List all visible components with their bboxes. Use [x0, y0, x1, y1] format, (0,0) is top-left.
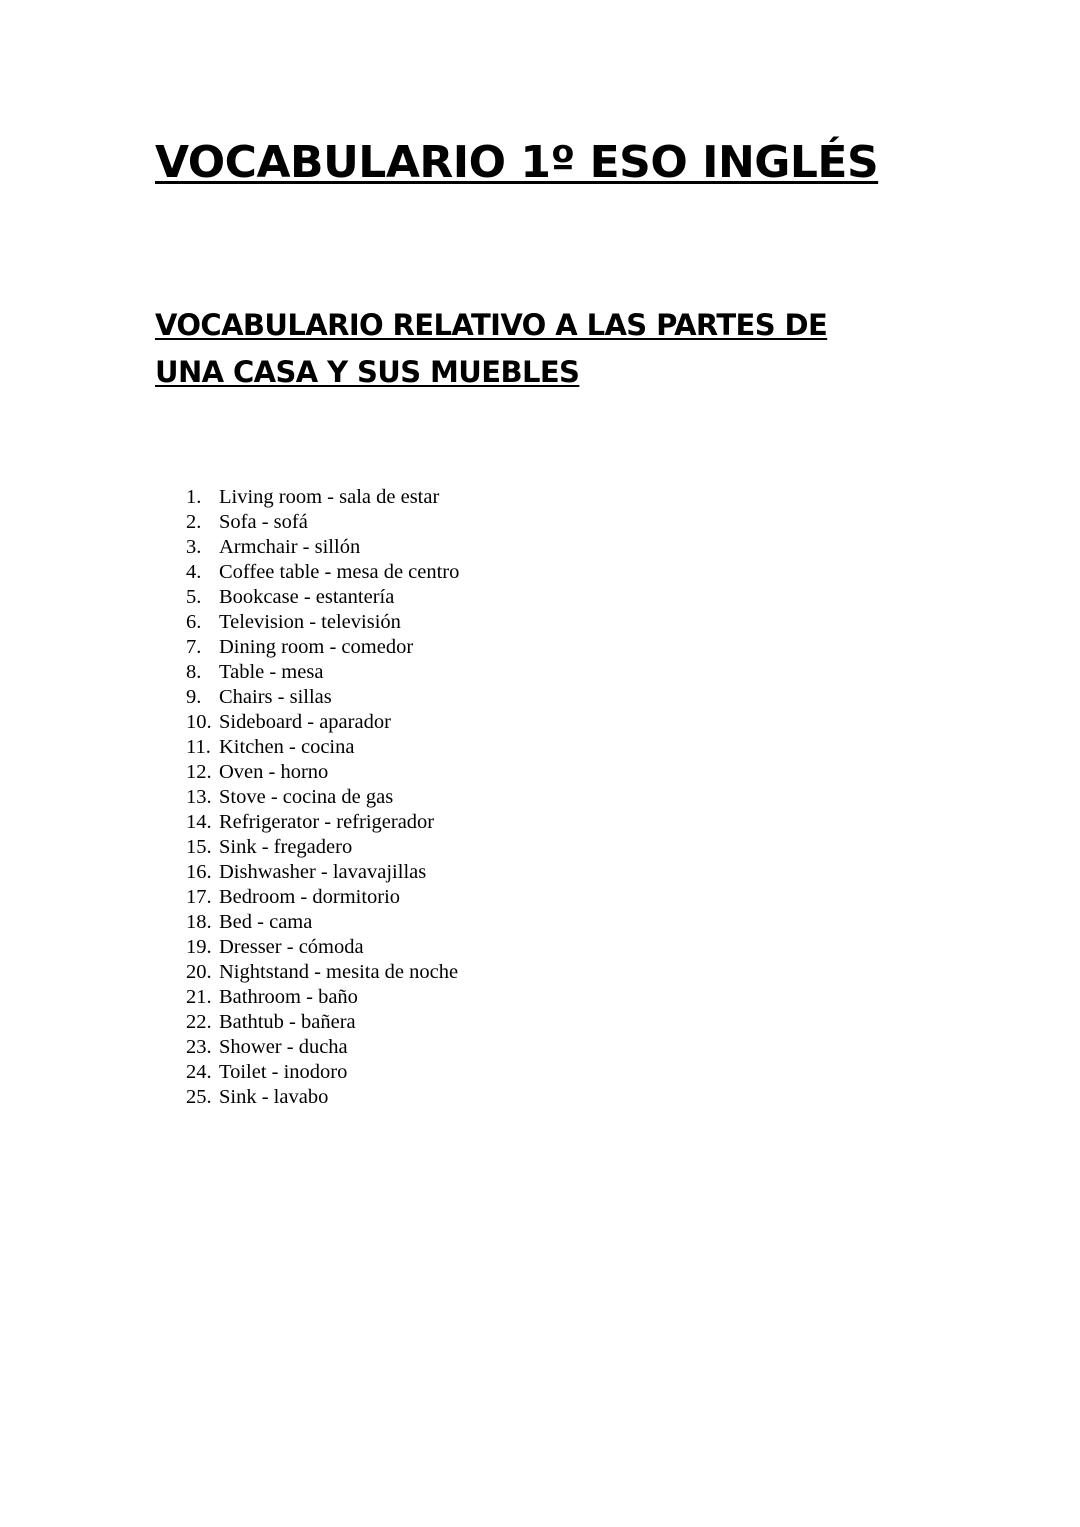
list-item-number: 3. — [186, 536, 202, 558]
list-item-number: 5. — [186, 586, 202, 608]
list-item — [186, 910, 459, 935]
list-item — [186, 760, 459, 785]
list-item — [186, 985, 459, 1010]
list-item — [186, 585, 459, 610]
list-item — [186, 1010, 459, 1035]
list-item-text: Armchair - sillón — [219, 536, 361, 558]
list-item-text: Shower - ducha — [219, 1036, 348, 1058]
list-item-number: 23. — [186, 1036, 212, 1058]
list-item-text: Stove - cocina de gas — [219, 786, 394, 808]
list-item-text: Bookcase - estantería — [219, 586, 395, 608]
list-item-text: Sideboard - aparador — [219, 711, 391, 733]
list-item-text: Dishwasher - lavavajillas — [219, 861, 427, 883]
list-item-text: Kitchen - cocina — [219, 736, 355, 758]
list-item — [186, 810, 459, 835]
list-item — [186, 510, 459, 535]
list-item — [186, 560, 459, 585]
list-item-text: Chairs - sillas — [219, 686, 332, 708]
list-item-text: Living room - sala de estar — [219, 486, 440, 508]
list-item — [186, 710, 459, 735]
list-item — [186, 960, 459, 985]
list-item-text: Sofa - sofá — [219, 511, 308, 533]
list-item-number: 15. — [186, 836, 212, 858]
list-item — [186, 1060, 459, 1085]
list-item — [186, 685, 459, 710]
list-item-number: 24. — [186, 1061, 212, 1083]
list-item-number: 25. — [186, 1086, 212, 1108]
list-item-text: Toilet - inodoro — [219, 1061, 348, 1083]
list-item — [186, 835, 459, 860]
list-item-text: Television - televisión — [219, 611, 401, 633]
list-item-text: Bed - cama — [219, 911, 313, 933]
list-item — [186, 535, 459, 560]
list-item-number: 17. — [186, 886, 212, 908]
list-item — [186, 785, 459, 810]
list-item-text: Bedroom - dormitorio — [219, 886, 401, 908]
list-item-number: 4. — [186, 561, 202, 583]
list-item-number: 7. — [186, 636, 202, 658]
list-item-number: 10. — [186, 711, 212, 733]
list-item — [186, 885, 459, 910]
list-item — [186, 635, 459, 660]
list-item-text: Dresser - cómoda — [219, 936, 364, 958]
list-item-number: 20. — [186, 961, 212, 983]
list-item-text: Sink - lavabo — [219, 1086, 329, 1108]
list-item-text: Sink - fregadero — [219, 836, 353, 858]
section-heading: VOCABULARIO RELATIVO A LAS PARTES DE UNA CASA Y SUS MUEBLES — [155, 308, 828, 389]
list-item — [186, 660, 459, 685]
list-item-number: 1. — [186, 486, 202, 508]
list-item-number: 16. — [186, 861, 212, 883]
page-title: VOCABULARIO 1º ESO INGLÉS — [155, 137, 879, 188]
list-item — [186, 610, 459, 635]
list-item-number: 11. — [186, 736, 211, 758]
list-item-number: 21. — [186, 986, 212, 1008]
list-item-text: Nightstand - mesita de noche — [219, 961, 459, 983]
list-item-number: 9. — [186, 686, 202, 708]
list-item-text: Coffee table - mesa de centro — [219, 561, 460, 583]
list-item-number: 14. — [186, 811, 212, 833]
list-item — [186, 735, 459, 760]
list-item-number: 18. — [186, 911, 212, 933]
list-item — [186, 1085, 459, 1110]
list-item — [186, 860, 459, 885]
list-item-text: Bathroom - baño — [219, 986, 358, 1008]
vocabulary-list — [186, 485, 459, 1110]
list-item-number: 19. — [186, 936, 212, 958]
list-item-number: 8. — [186, 661, 202, 683]
list-item-text: Refrigerator - refrigerador — [219, 811, 435, 833]
list-item — [186, 935, 459, 960]
list-item-number: 2. — [186, 511, 202, 533]
list-item-number: 12. — [186, 761, 212, 783]
list-item-number: 6. — [186, 611, 202, 633]
list-item-text: Dining room - comedor — [219, 636, 414, 658]
list-item-text: Bathtub - bañera — [219, 1011, 356, 1033]
list-item-number: 13. — [186, 786, 212, 808]
list-item-text: Oven - horno — [219, 761, 329, 783]
list-item — [186, 485, 459, 510]
list-item-text: Table - mesa — [219, 661, 324, 683]
list-item — [186, 1035, 459, 1060]
list-item-number: 22. — [186, 1011, 212, 1033]
